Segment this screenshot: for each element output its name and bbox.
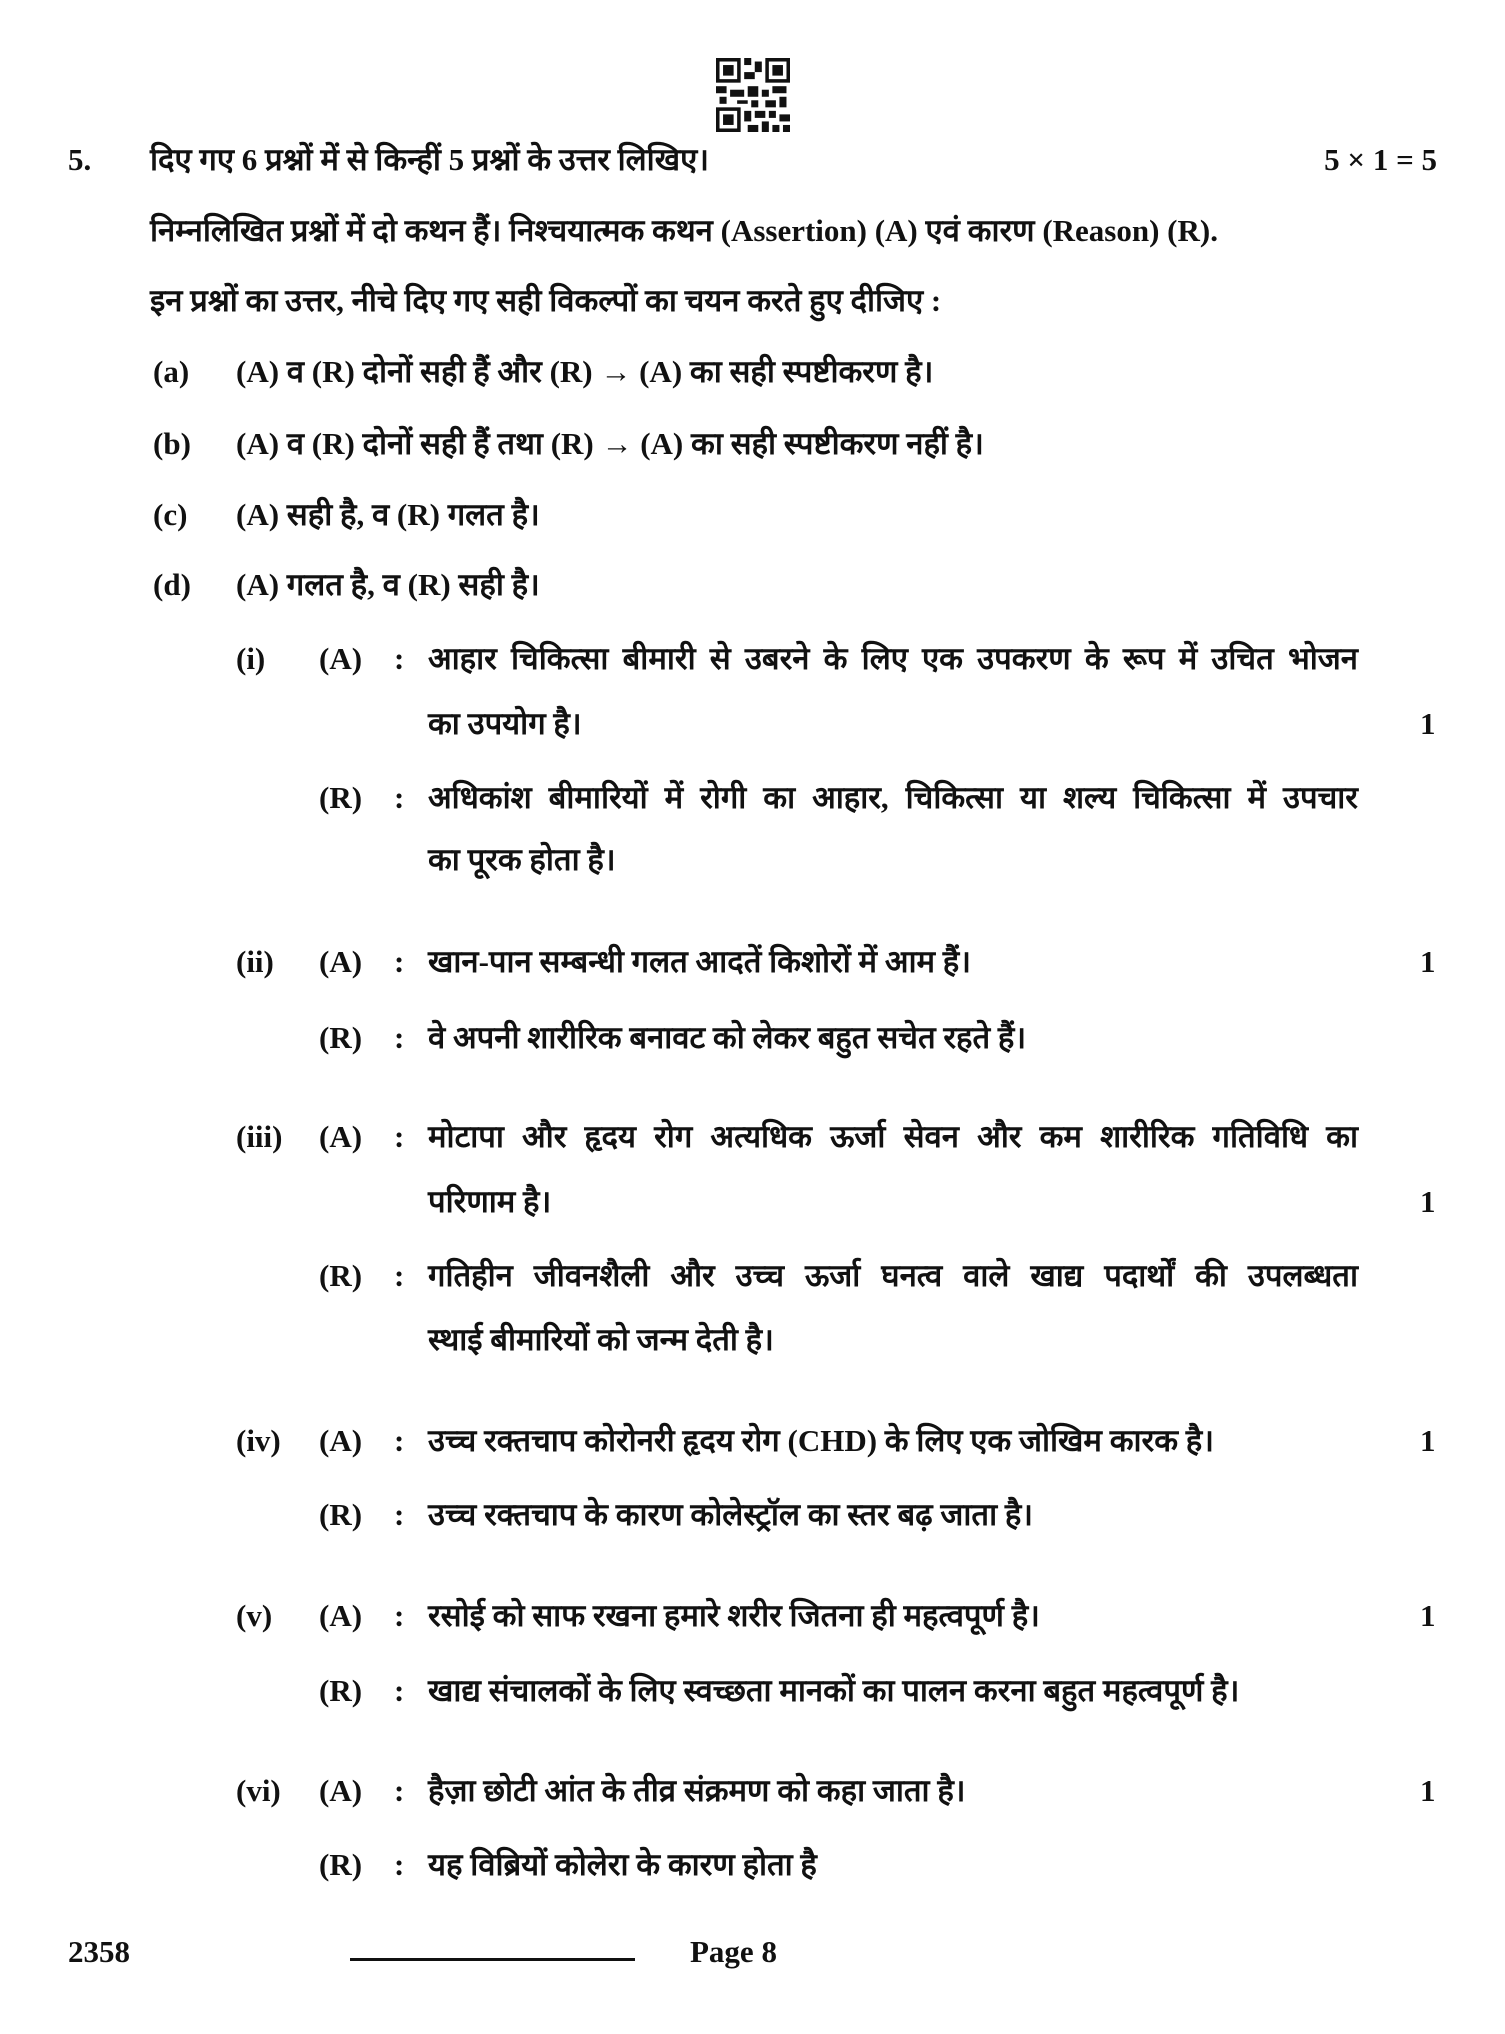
- sub-question-number: (vi): [236, 1773, 281, 1808]
- intro-line-1: निम्नलिखित प्रश्नों में दो कथन हैं। निश्चयात्मक कथन (Assertion) (A) एवं कारण (Reason) (R).: [150, 213, 1218, 248]
- reason-text: वे अपनी शारीरिक बनावट को लेकर बहुत सचेत रहते हैं।: [428, 1020, 1027, 1055]
- reason-text: गतिहीन जीवनशैली और उच्च ऊर्जा घनत्व वाले खाद्य पदार्थों की उपलब्धता: [428, 1258, 1358, 1293]
- sub-question-number: (iv): [236, 1423, 281, 1458]
- reason-label: (R): [319, 1847, 363, 1882]
- reason-text: स्थाई बीमारियों को जन्म देती है।: [428, 1322, 774, 1357]
- reason-text: खाद्य संचालकों के लिए स्वच्छता मानकों का पालन करना बहुत महत्वपूर्ण है।: [428, 1673, 1240, 1708]
- assertion-label: (A): [319, 1773, 363, 1808]
- reason-label: (R): [319, 1497, 363, 1532]
- assertion-label: (A): [319, 944, 363, 979]
- sub-question-number: (ii): [236, 944, 274, 979]
- assertion-label: (A): [319, 1598, 363, 1633]
- sub-question-marks: 1: [1420, 706, 1436, 741]
- assertion-text: हैज़ा छोटी आंत के तीव्र संक्रमण को कहा जाता है।: [428, 1773, 966, 1808]
- assertion-text: रसोई को साफ रखना हमारे शरीर जितना ही महत्वपूर्ण है।: [428, 1598, 1040, 1633]
- page-number: Page 8: [690, 1934, 777, 1969]
- colon: :: [394, 1119, 405, 1154]
- reason-text: का पूरक होता है।: [428, 842, 616, 877]
- assertion-text: मोटापा और हृदय रोग अत्यधिक ऊर्जा सेवन और कम शारीरिक गतिविधि का: [428, 1119, 1358, 1154]
- colon: :: [394, 1258, 405, 1293]
- paper-code: 2358: [68, 1934, 130, 1969]
- colon: :: [394, 1598, 405, 1633]
- assertion-text: उच्च रक्तचाप कोरोनरी हृदय रोग (CHD) के लिए एक जोखिम कारक है।: [428, 1423, 1214, 1458]
- sub-question-marks: 1: [1420, 1773, 1436, 1808]
- option-label: (b): [153, 426, 191, 461]
- question-number: 5.: [68, 142, 92, 177]
- assertion-label: (A): [319, 1423, 363, 1458]
- colon: :: [394, 1497, 405, 1532]
- colon: :: [394, 1423, 405, 1458]
- reason-label: (R): [319, 780, 363, 815]
- question-instruction: दिए गए 6 प्रश्नों में से किन्हीं 5 प्रश्नों के उत्तर लिखिए।: [150, 142, 709, 177]
- assertion-text: खान-पान सम्बन्धी गलत आदतें किशोरों में आम हैं।: [428, 944, 971, 979]
- option-label: (a): [153, 354, 190, 389]
- option-label: (c): [153, 497, 188, 532]
- colon: :: [394, 1020, 405, 1055]
- assertion-text: परिणाम है।: [428, 1184, 552, 1219]
- sub-question-marks: 1: [1420, 1184, 1436, 1219]
- sub-question-number: (iii): [236, 1119, 283, 1154]
- option-label: (d): [153, 567, 191, 602]
- option-text: (A) व (R) दोनों सही हैं और (R) → (A) का सही स्पष्टीकरण है।: [236, 354, 934, 389]
- sub-question-number: (v): [236, 1598, 273, 1633]
- sub-question-number: (i): [236, 641, 266, 676]
- reason-label: (R): [319, 1673, 363, 1708]
- colon: :: [394, 1847, 405, 1882]
- assertion-text: आहार चिकित्सा बीमारी से उबरने के लिए एक उपकरण के रूप में उचित भोजन: [428, 641, 1358, 676]
- option-text: (A) सही है, व (R) गलत है।: [236, 497, 540, 532]
- reason-text: यह विब्रियों कोलेरा के कारण होता है: [428, 1847, 817, 1882]
- reason-label: (R): [319, 1020, 363, 1055]
- sub-question-marks: 1: [1420, 1423, 1436, 1458]
- colon: :: [394, 1673, 405, 1708]
- colon: :: [394, 944, 405, 979]
- footer-rule: [350, 1958, 635, 1961]
- qr-code-icon: [716, 58, 790, 132]
- reason-label: (R): [319, 1258, 363, 1293]
- sub-question-marks: 1: [1420, 1598, 1436, 1633]
- option-text: (A) गलत है, व (R) सही है।: [236, 567, 540, 602]
- option-text: (A) व (R) दोनों सही हैं तथा (R) → (A) का सही स्पष्टीकरण नहीं है।: [236, 426, 984, 461]
- colon: :: [394, 641, 405, 676]
- colon: :: [394, 1773, 405, 1808]
- intro-line-2: इन प्रश्नों का उत्तर, नीचे दिए गए सही विकल्पों का चयन करते हुए दीजिए :: [150, 283, 942, 318]
- reason-text: अधिकांश बीमारियों में रोगी का आहार, चिकित्सा या शल्य चिकित्सा में उपचार: [428, 780, 1358, 815]
- reason-text: उच्च रक्तचाप के कारण कोलेस्ट्रॉल का स्तर बढ़ जाता है।: [428, 1497, 1034, 1532]
- assertion-text: का उपयोग है।: [428, 706, 582, 741]
- assertion-label: (A): [319, 1119, 363, 1154]
- colon: :: [394, 780, 405, 815]
- question-marks: 5 × 1 = 5: [1324, 142, 1437, 177]
- sub-question-marks: 1: [1420, 944, 1436, 979]
- assertion-label: (A): [319, 641, 363, 676]
